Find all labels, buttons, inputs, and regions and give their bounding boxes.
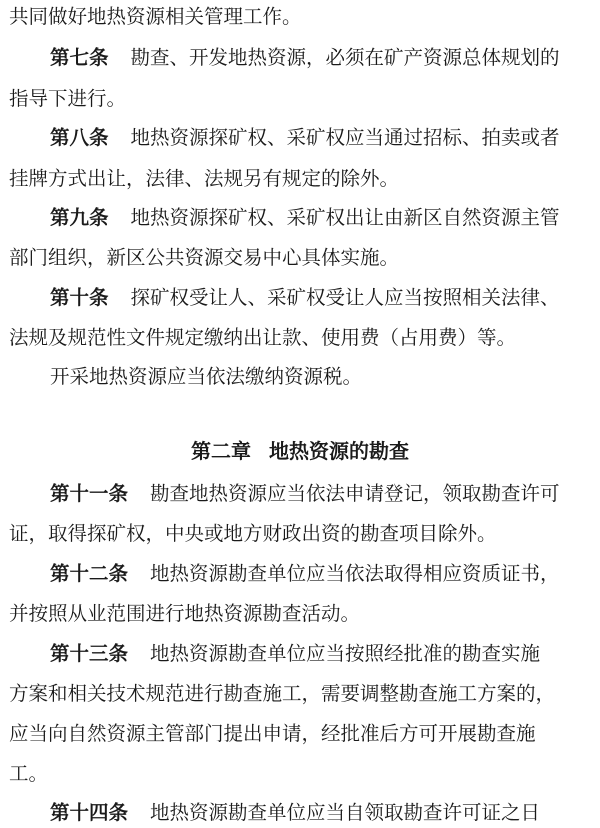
article-13-number: 第十三条 <box>50 642 129 665</box>
article-10-text-1: 探矿权受让人、采矿权受让人应当按照相关法律、 <box>130 286 560 309</box>
article-7-number: 第七条 <box>50 46 109 69</box>
article-11-line-1 <box>50 484 560 504</box>
article-13-line-2 <box>9 684 555 704</box>
article-10-number: 第十条 <box>50 286 109 309</box>
article-10-para-2-text: 开采地热资源应当依法缴纳资源税。 <box>50 365 363 388</box>
article-13-line-4 <box>9 764 48 784</box>
article-9-line-2 <box>9 248 399 268</box>
article-10-para-2 <box>50 367 362 387</box>
article-13-text-4: 工。 <box>9 762 49 785</box>
article-8-text-1: 地热资源探矿权、采矿权应当通过招标、拍卖或者 <box>130 126 560 149</box>
article-14-line-1 <box>50 803 540 823</box>
article-7-text-2: 指导下进行。 <box>9 87 127 110</box>
article-13-text-1: 地热资源勘查单位应当按照经批准的勘查实施 <box>150 642 541 665</box>
chapter-number: 第二章 <box>191 439 251 463</box>
article-8-number: 第八条 <box>50 126 109 149</box>
article-12-line-1 <box>50 564 560 584</box>
article-8-line-1 <box>50 128 560 148</box>
article-12-text-1: 地热资源勘查单位应当依法取得相应资质证书， <box>150 562 560 585</box>
continuation-line <box>9 7 302 27</box>
article-13-text-2: 方案和相关技术规范进行勘查施工，需要调整勘查施工方案的， <box>9 682 556 705</box>
article-12-text-2: 并按照从业范围进行地热资源勘查活动。 <box>9 602 361 625</box>
article-7-text-1: 勘查、开发地热资源，必须在矿产资源总体规划的 <box>130 46 560 69</box>
article-10-line-2 <box>9 328 516 348</box>
article-10-text-2: 法规及规范性文件规定缴纳出让款、使用费（占用费）等。 <box>9 326 517 349</box>
article-8-text-2: 挂牌方式出让，法律、法规另有规定的除外。 <box>9 167 400 190</box>
article-12-line-2 <box>9 604 360 624</box>
article-7-line-2 <box>9 89 126 109</box>
article-13-line-3 <box>9 724 536 744</box>
article-14-text-1: 地热资源勘查单位应当自领取勘查许可证之日 <box>150 801 541 824</box>
article-9-line-1 <box>50 208 560 228</box>
continuation-text: 共同做好地热资源相关管理工作。 <box>9 5 302 28</box>
article-13-text-3: 应当向自然资源主管部门提出申请，经批准后方可开展勘查施 <box>9 722 536 745</box>
article-11-line-2 <box>9 524 497 544</box>
article-9-text-2: 部门组织，新区公共资源交易中心具体实施。 <box>9 246 400 269</box>
article-10-line-1 <box>50 288 560 308</box>
article-11-text-2: 证，取得探矿权，中央或地方财政出资的勘查项目除外。 <box>9 522 497 545</box>
article-8-line-2 <box>9 169 399 189</box>
article-9-number: 第九条 <box>50 206 109 229</box>
chapter-heading <box>0 441 600 461</box>
article-7-line-1 <box>50 48 560 68</box>
article-14-number: 第十四条 <box>50 801 129 824</box>
article-13-line-1 <box>50 644 540 664</box>
article-12-number: 第十二条 <box>50 562 129 585</box>
chapter-title: 地热资源的勘查 <box>269 439 409 463</box>
article-9-text-1: 地热资源探矿权、采矿权出让由新区自然资源主管 <box>130 206 560 229</box>
article-11-text-1: 勘查地热资源应当依法申请登记，领取勘查许可 <box>150 482 560 505</box>
article-11-number: 第十一条 <box>50 482 129 505</box>
